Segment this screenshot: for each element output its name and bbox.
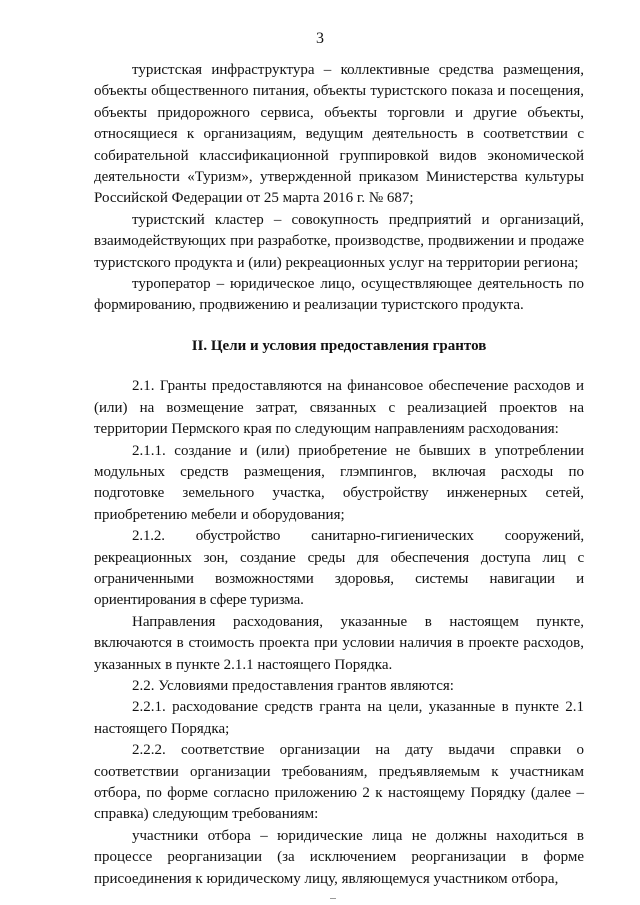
section-heading: II. Цели и условия предоставления грантов	[191, 337, 487, 354]
paragraph-2-1-1: 2.1.1. создание и (или) приобретение не бывших в употреблении модульных средств размещения, глэмпингов, включая расходы по подготовке земельного участка, обустройству инженерных сетей, приобретению мебели и оборудования;	[94, 442, 584, 523]
paragraph-directions: Направления расходования, указанные в настоящем пункте, включаются в стоимость проекта при условии наличия в проекте расходов, указанных в пункте 2.1.1 настоящего Порядка.	[94, 613, 584, 673]
paragraph-2-1-2: 2.1.2. обустройство санитарно-гигиенических сооружений, рекреационных зон, создание среды для обеспечения доступа лиц с ограниченными возможностями здоровья, системы навигации и ориентирования в сфере туризма.	[94, 528, 584, 609]
definition-tourist-infrastructure: туристская инфраструктура – коллективные средства размещения, объекты общественного питания, объекты туристского показа и посещения, объекты придорожного сервиса, объекты торговли и другие объекты, относящиеся к организациям, ведущим деятельность в соответствии с собирательной классификационной группировкой видов экономической деятельности «Туризм», утвержденной приказом Министерства культуры Российской Федерации от 25 марта 2016 г. № 687;	[94, 62, 584, 207]
bottom-mark	[330, 898, 336, 899]
paragraph-participants: участники отбора – юридические лица не должны находиться в процессе реорганизации (за исключением реорганизации в форме присоединения к юридическому лицу, являющемуся участником отбора,	[94, 827, 584, 887]
definition-tourist-cluster: туристский кластер – совокупность предприятий и организаций, взаимодействующих при разработке, производстве, продвижении и продаже туристского продукта и (или) рекреационных услуг на территории региона;	[94, 211, 584, 271]
document-body	[94, 60, 584, 890]
paragraph-2-2-1: 2.2.1. расходование средств гранта на цели, указанные в пункте 2.1 настоящего Порядка;	[94, 699, 584, 737]
paragraph-2-2-2: 2.2.2. соответствие организации на дату выдачи справки о соответствии организации требованиям, предъявляемым к участникам отбора, по форме согласно приложению 2 к настоящему Порядку (далее – справка) следующим требованиям:	[94, 742, 584, 823]
paragraph-2-2: 2.2. Условиями предоставления грантов являются:	[132, 677, 454, 694]
paragraph-2-1: 2.1. Гранты предоставляются на финансовое обеспечение расходов и (или) на возмещение затрат, связанных с реализацией проектов на территории Пермского края по следующим направлениям расходования:	[94, 378, 584, 438]
definition-tour-operator: туроператор – юридическое лицо, осуществляющее деятельность по формированию, продвижению и реализации туристского продукта.	[94, 276, 584, 314]
page-number: 3	[316, 30, 324, 47]
